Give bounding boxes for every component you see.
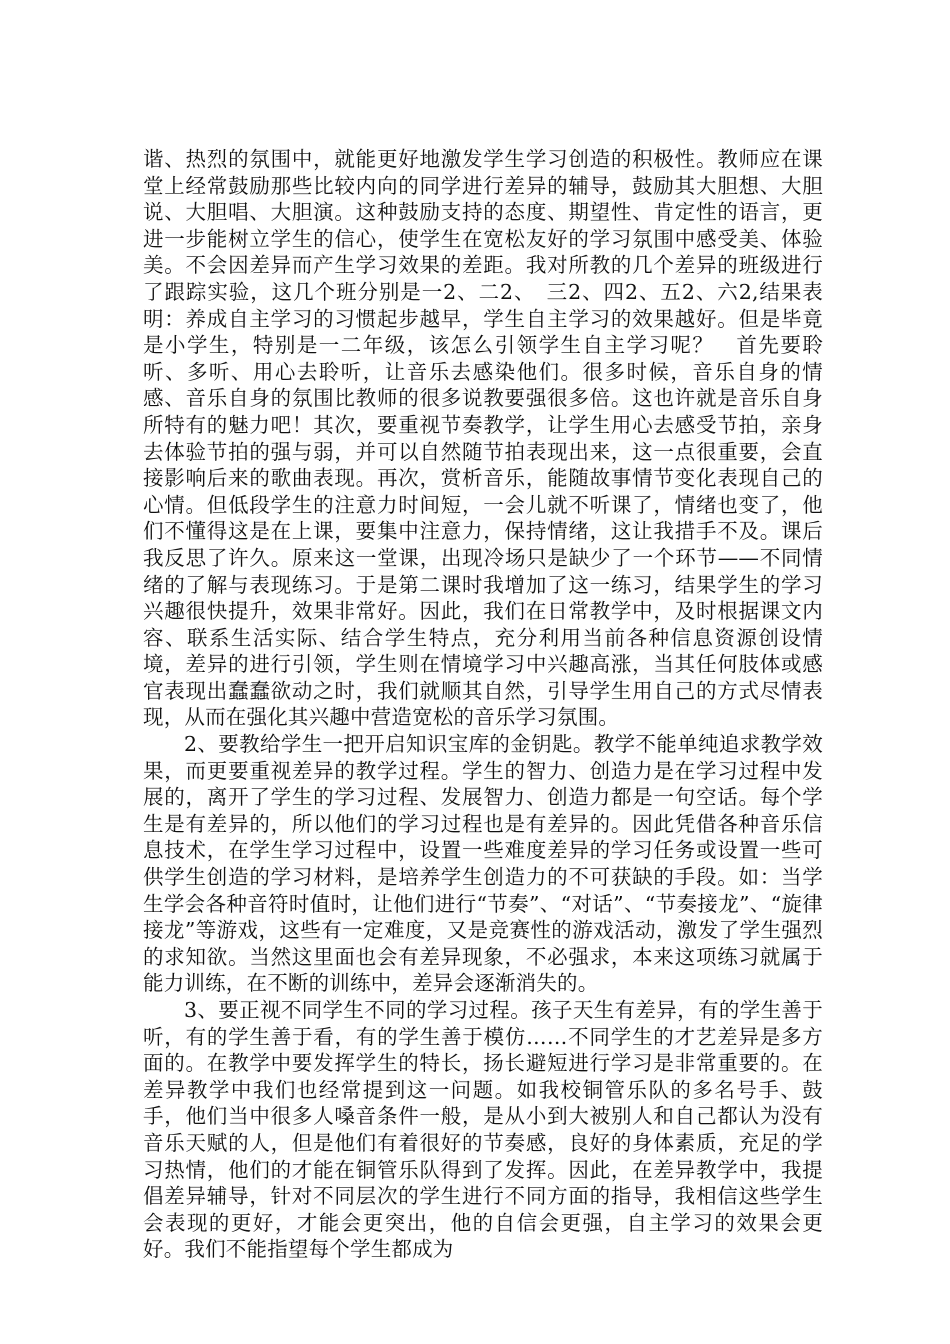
paragraph-3: 3、要正视不同学生不同的学习过程。孩子天生有差异，有的学生善于听，有的学生善于看，有的学生善于模仿……不同学生的才艺差异是多方面的。在教学中要发挥学生的特长，扬长避短进行学习是非常重要的。在差异教学中我们也经常提到这一问题。如我校铜管乐队的多名号手、鼓手，他们当中很多人嗓音条件一般，是从小到大被别人和自己都认为没有音乐天赋的人，但是他们有着很好的节奏感，良好的身体素质，充足的学习热情，他们的才能在铜管乐队得到了发挥。因此，在差异教学中，我提倡差异辅导，针对不同层次的学生进行不同方面的指导，我相信这些学生会表现的更好，才能会更突出，他的自信会更强，自主学习的效果会更好。我们不能指望每个学生都成为 (143, 998, 823, 1262)
paragraph-2: 2、要教给学生一把开启知识宝库的金钥匙。教学不能单纯追求教学效果，而更要重视差异的教学过程。学生的智力、创造力是在学习过程中发展的，离开了学生的学习过程、发展智力、创造力都是一句空话。每个学生是有差异的，所以他们的学习过程也是有差异的。因此凭借各种音乐信息技术，在学生学习过程中，设置一些难度差异的学习任务或设置一些可供学生创造的学习材料，是培养学生创造力的不可获缺的手段。如：当学生学会各种音符时值时，让他们进行“节奏”、“对话”、“节奏接龙”、“旋律接龙”等游戏，这些有一定难度，又是竞赛性的游戏活动，激发了学生强烈的求知欲。当然这里面也会有差异现象，不必强求，本来这项练习就属于能力训练，在不断的训练中，差异会逐渐消失的。 (143, 732, 823, 996)
paragraph-1: 谐、热烈的氛围中，就能更好地激发学生学习创造的积极性。教师应在课堂上经常鼓励那些比较内向的同学进行差异的辅导，鼓励其大胆想、大胆说、大胆唱、大胆演。这种鼓励支持的态度、期望性、肯定性的语言，更进一步能树立学生的信心，使学生在宽松友好的学习氛围中感受美、体验美。不会因差异而产生学习效果的差距。我对所教的几个差异的班级进行了跟踪实验，这几个班分别是一2、二2、 三2、四2、五2、六2,结果表明：养成自主学习的习惯起步越早，学生自主学习的效果越好。但是毕竟是小学生，特别是一二年级，该怎么引领学生自主学习呢？ 首先要聆听、多听、用心去聆听，让音乐去感染他们。很多时候，音乐自身的情感、音乐自身的氛围比教师的很多说教要强很多倍。这也许就是音乐自身所特有的魅力吧！其次，要重视节奏教学，让学生用心去感受节拍，亲身去体验节拍的强与弱，并可以自然随节拍表现出来，这一点很重要，会直接影响后来的歌曲表现。再次，赏析音乐，能随故事情节变化表现自己的心情。但低段学生的注意力时间短，一会儿就不听课了，情绪也变了，他们不懂得这是在上课，要集中注意力，保持情绪，这让我措手不及。课后我反思了许久。原来这一堂课，出现冷场只是缺少了一个环节——不同情绪的了解与表现练习。于是第二课时我增加了这一练习，结果学生的学习兴趣很快提升，效果非常好。因此，我们在日常教学中，及时根据课文内容、联系生活实际、结合学生特点，充分利用当前各种信息资源创设情境，差异的进行引领，学生则在情境学习中兴趣高涨，当其任何肢体或感官表现出蠢蠢欲动之时，我们就顺其自然，引导学生用自己的方式尽情表现，从而在强化其兴趣中营造宽松的音乐学习氛围。 (143, 147, 823, 730)
body-text (143, 146, 823, 1263)
